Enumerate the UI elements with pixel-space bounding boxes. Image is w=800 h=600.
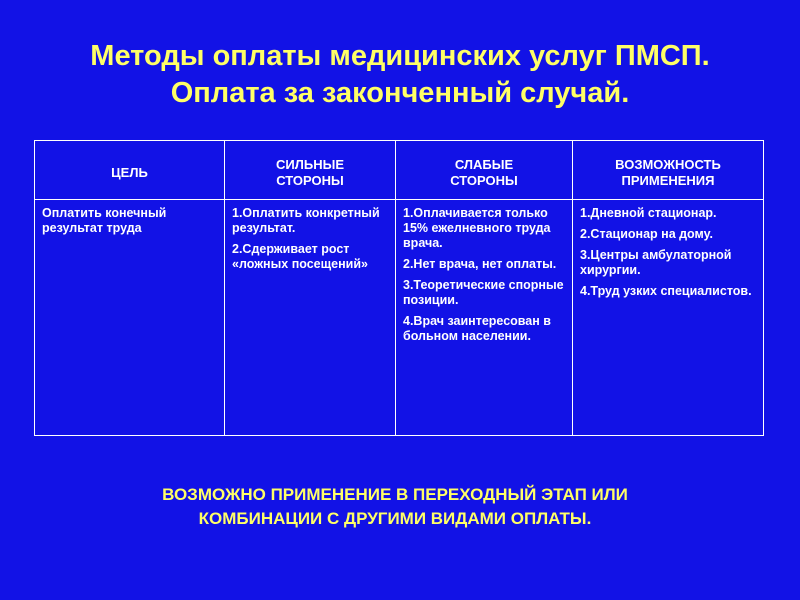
cell-goal — [35, 200, 225, 436]
list-item: 1.Оплатить конкретный результат. — [232, 206, 380, 235]
list-item: 2.Нет врача, нет оплаты. — [403, 257, 557, 271]
header-goal: ЦЕЛЬ — [35, 141, 225, 200]
list-item: 3.Центры амбулаторной хирургии. — [580, 248, 732, 277]
list-item: 2.Сдерживает рост «ложных посещений» — [232, 242, 369, 271]
list-item: 1.Дневной стационар. — [580, 206, 717, 220]
footer-note — [0, 483, 790, 531]
list-item: 3.Теоретические спорные позиции. — [403, 278, 564, 307]
header-weaknesses: СЛАБЫЕ СТОРОНЫ — [396, 141, 573, 200]
slide-title-line-2: Оплата за законченный случай. — [170, 77, 630, 109]
footer-note-line-2: КОМБИНАЦИИ С ДРУГИМИ ВИДАМИ ОПЛАТЫ. — [198, 509, 592, 528]
slide-title — [0, 38, 800, 112]
table-header-row — [35, 141, 764, 200]
list-item: 4.Врач заинтересован в больном населении. — [403, 314, 551, 343]
cell-applications — [573, 200, 764, 436]
slide-title-line-1: Методы оплаты медицинских услуг ПМСП. — [90, 40, 710, 72]
comparison-table — [34, 140, 764, 436]
list-item: 1.Оплачивается только 15% ежелневного труда врача. — [403, 206, 551, 250]
header-applications: ВОЗМОЖНОСТЬ ПРИМЕНЕНИЯ — [573, 141, 764, 200]
list-item: 2.Стационар на дому. — [580, 227, 713, 241]
header-strengths: СИЛЬНЫЕ СТОРОНЫ — [225, 141, 396, 200]
list-item: 4.Труд узких специалистов. — [580, 284, 752, 298]
list-item: Оплатить конечный результат труда — [42, 206, 167, 235]
cell-strengths — [225, 200, 396, 436]
table-row — [35, 200, 764, 436]
cell-weaknesses — [396, 200, 573, 436]
footer-note-line-1: ВОЗМОЖНО ПРИМЕНЕНИЕ В ПЕРЕХОДНЫЙ ЭТАП ИЛИ — [162, 485, 628, 504]
